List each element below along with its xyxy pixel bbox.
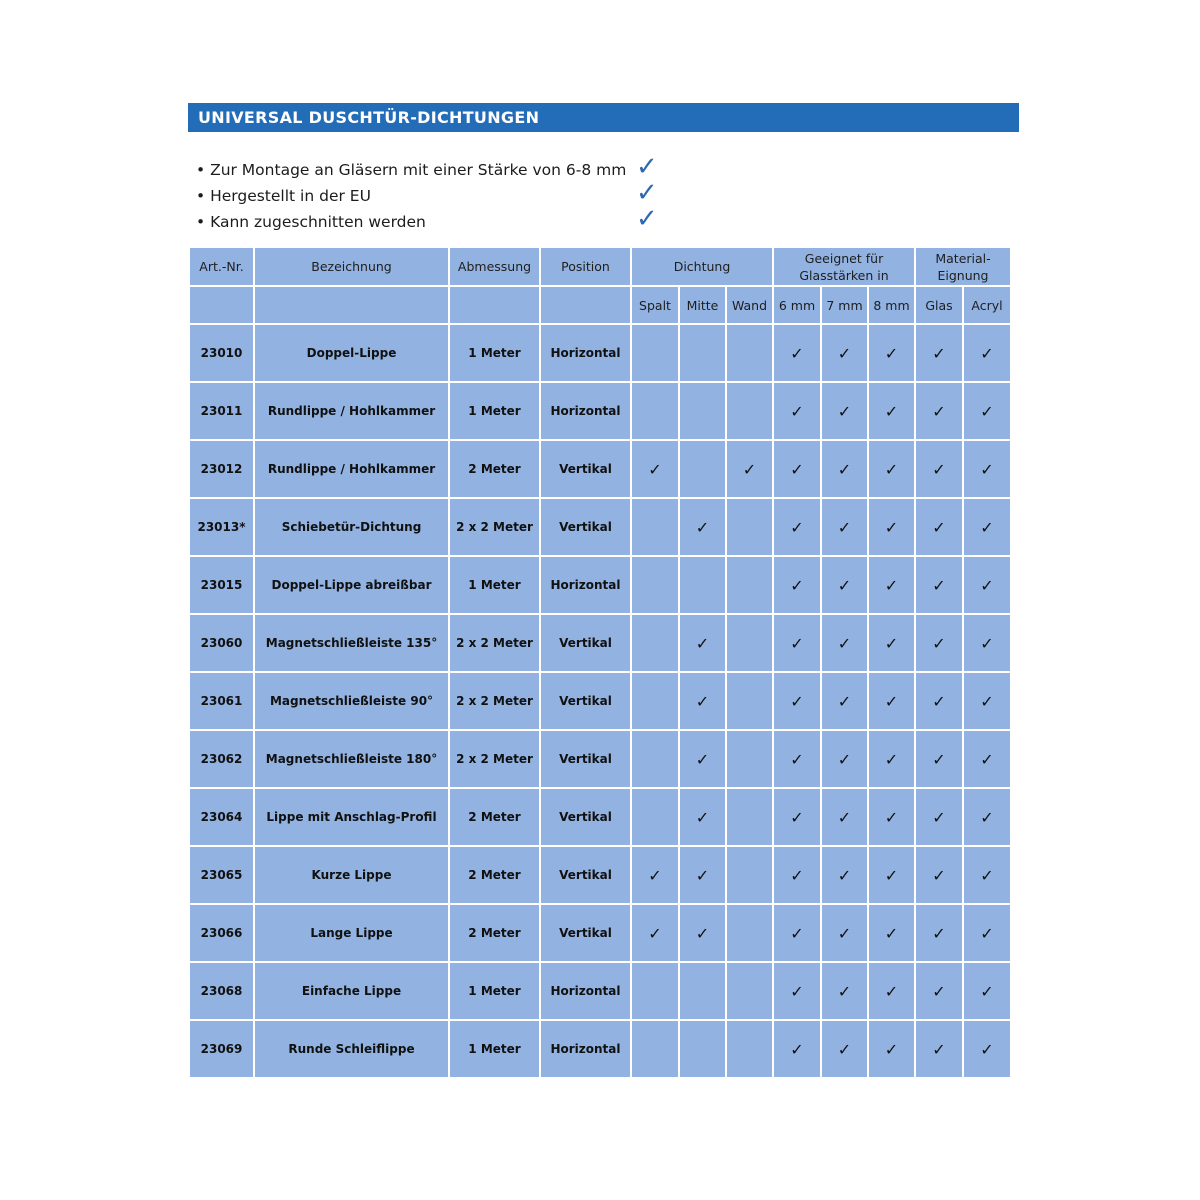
subheader-mitte: Mitte bbox=[679, 286, 726, 324]
header-glass-thickness bbox=[773, 247, 915, 286]
cell-spalt: ✓ bbox=[631, 904, 679, 962]
cell-6mm: ✓ bbox=[773, 324, 821, 382]
cell-spalt: ✓ bbox=[631, 846, 679, 904]
feature-text: • Hergestellt in der EU bbox=[196, 187, 371, 205]
cell-abmessung: 1 Meter bbox=[449, 962, 540, 1020]
cell-acryl: ✓ bbox=[963, 962, 1011, 1020]
cell-mitte: ✓ bbox=[679, 730, 726, 788]
cell-mitte bbox=[679, 324, 726, 382]
cell-bezeichnung: Einfache Lippe bbox=[254, 962, 449, 1020]
table-row bbox=[189, 1020, 1011, 1078]
cell-acryl: ✓ bbox=[963, 1020, 1011, 1078]
cell-bezeichnung: Magnetschließleiste 180° bbox=[254, 730, 449, 788]
cell-bezeichnung: Doppel-Lippe abreißbar bbox=[254, 556, 449, 614]
header-dichtung: Dichtung bbox=[631, 247, 773, 286]
cell-mitte: ✓ bbox=[679, 498, 726, 556]
check-icon: ✓ bbox=[636, 152, 658, 182]
cell-acryl: ✓ bbox=[963, 904, 1011, 962]
cell-7mm: ✓ bbox=[821, 788, 868, 846]
cell-bezeichnung: Doppel-Lippe bbox=[254, 324, 449, 382]
subheader-spalt: Spalt bbox=[631, 286, 679, 324]
cell-spalt bbox=[631, 614, 679, 672]
cell-6mm: ✓ bbox=[773, 788, 821, 846]
cell-bezeichnung: Magnetschließleiste 135° bbox=[254, 614, 449, 672]
header-bezeichnung: Bezeichnung bbox=[254, 247, 449, 286]
table-row bbox=[189, 788, 1011, 846]
subheader-empty bbox=[254, 286, 449, 324]
cell-6mm: ✓ bbox=[773, 962, 821, 1020]
cell-6mm: ✓ bbox=[773, 556, 821, 614]
cell-spalt: ✓ bbox=[631, 440, 679, 498]
feature-item bbox=[196, 204, 676, 236]
cell-art-nr: 23012 bbox=[189, 440, 254, 498]
cell-wand bbox=[726, 672, 773, 730]
cell-position: Vertikal bbox=[540, 904, 631, 962]
cell-mitte: ✓ bbox=[679, 846, 726, 904]
subheader-acryl: Acryl bbox=[963, 286, 1011, 324]
cell-acryl: ✓ bbox=[963, 324, 1011, 382]
header-position: Position bbox=[540, 247, 631, 286]
feature-text: • Kann zugeschnitten werden bbox=[196, 213, 426, 231]
cell-glas: ✓ bbox=[915, 1020, 963, 1078]
cell-acryl: ✓ bbox=[963, 788, 1011, 846]
cell-wand bbox=[726, 1020, 773, 1078]
cell-art-nr: 23065 bbox=[189, 846, 254, 904]
cell-6mm: ✓ bbox=[773, 904, 821, 962]
table-row bbox=[189, 962, 1011, 1020]
header-art-nr: Art.-Nr. bbox=[189, 247, 254, 286]
cell-7mm: ✓ bbox=[821, 730, 868, 788]
cell-8mm: ✓ bbox=[868, 904, 915, 962]
cell-wand bbox=[726, 846, 773, 904]
cell-position: Vertikal bbox=[540, 498, 631, 556]
cell-bezeichnung: Schiebetür-Dichtung bbox=[254, 498, 449, 556]
cell-8mm: ✓ bbox=[868, 672, 915, 730]
cell-wand bbox=[726, 614, 773, 672]
table-row bbox=[189, 614, 1011, 672]
cell-art-nr: 23015 bbox=[189, 556, 254, 614]
subheader-7mm: 7 mm bbox=[821, 286, 868, 324]
cell-abmessung: 1 Meter bbox=[449, 556, 540, 614]
cell-8mm: ✓ bbox=[868, 382, 915, 440]
cell-mitte bbox=[679, 1020, 726, 1078]
cell-7mm: ✓ bbox=[821, 498, 868, 556]
check-icon: ✓ bbox=[636, 204, 658, 234]
cell-acryl: ✓ bbox=[963, 846, 1011, 904]
table-row bbox=[189, 324, 1011, 382]
cell-wand bbox=[726, 324, 773, 382]
cell-6mm: ✓ bbox=[773, 440, 821, 498]
cell-wand bbox=[726, 904, 773, 962]
cell-wand bbox=[726, 498, 773, 556]
cell-bezeichnung: Kurze Lippe bbox=[254, 846, 449, 904]
cell-bezeichnung: Lippe mit Anschlag-Profil bbox=[254, 788, 449, 846]
title-bar bbox=[188, 103, 1019, 132]
cell-spalt bbox=[631, 324, 679, 382]
cell-wand bbox=[726, 382, 773, 440]
cell-acryl: ✓ bbox=[963, 672, 1011, 730]
cell-spalt bbox=[631, 672, 679, 730]
subheader-8mm: 8 mm bbox=[868, 286, 915, 324]
subheader-glas: Glas bbox=[915, 286, 963, 324]
cell-8mm: ✓ bbox=[868, 1020, 915, 1078]
cell-glas: ✓ bbox=[915, 904, 963, 962]
header-glass-line1: Geeignet für bbox=[804, 250, 884, 266]
table-row bbox=[189, 382, 1011, 440]
cell-acryl: ✓ bbox=[963, 730, 1011, 788]
cell-spalt bbox=[631, 730, 679, 788]
cell-wand: ✓ bbox=[726, 440, 773, 498]
cell-8mm: ✓ bbox=[868, 614, 915, 672]
cell-spalt bbox=[631, 382, 679, 440]
cell-7mm: ✓ bbox=[821, 556, 868, 614]
feature-list bbox=[196, 152, 676, 236]
cell-abmessung: 1 Meter bbox=[449, 324, 540, 382]
cell-7mm: ✓ bbox=[821, 382, 868, 440]
cell-glas: ✓ bbox=[915, 788, 963, 846]
cell-6mm: ✓ bbox=[773, 614, 821, 672]
cell-position: Horizontal bbox=[540, 962, 631, 1020]
cell-6mm: ✓ bbox=[773, 498, 821, 556]
cell-wand bbox=[726, 788, 773, 846]
cell-glas: ✓ bbox=[915, 440, 963, 498]
cell-acryl: ✓ bbox=[963, 440, 1011, 498]
cell-abmessung: 2 Meter bbox=[449, 846, 540, 904]
cell-abmessung: 1 Meter bbox=[449, 382, 540, 440]
cell-8mm: ✓ bbox=[868, 556, 915, 614]
cell-mitte bbox=[679, 556, 726, 614]
cell-7mm: ✓ bbox=[821, 846, 868, 904]
cell-8mm: ✓ bbox=[868, 324, 915, 382]
cell-position: Vertikal bbox=[540, 846, 631, 904]
cell-6mm: ✓ bbox=[773, 672, 821, 730]
table-row bbox=[189, 440, 1011, 498]
cell-spalt bbox=[631, 556, 679, 614]
cell-position: Vertikal bbox=[540, 614, 631, 672]
cell-glas: ✓ bbox=[915, 556, 963, 614]
cell-position: Vertikal bbox=[540, 672, 631, 730]
cell-7mm: ✓ bbox=[821, 440, 868, 498]
cell-7mm: ✓ bbox=[821, 904, 868, 962]
cell-position: Horizontal bbox=[540, 1020, 631, 1078]
header-material bbox=[915, 247, 1011, 286]
cell-position: Vertikal bbox=[540, 788, 631, 846]
header-material-line2: Eignung bbox=[937, 267, 989, 283]
cell-bezeichnung: Rundlippe / Hohlkammer bbox=[254, 440, 449, 498]
cell-6mm: ✓ bbox=[773, 846, 821, 904]
cell-abmessung: 2 x 2 Meter bbox=[449, 672, 540, 730]
cell-8mm: ✓ bbox=[868, 962, 915, 1020]
cell-mitte bbox=[679, 962, 726, 1020]
feature-item bbox=[196, 152, 676, 184]
cell-7mm: ✓ bbox=[821, 324, 868, 382]
cell-acryl: ✓ bbox=[963, 382, 1011, 440]
cell-art-nr: 23068 bbox=[189, 962, 254, 1020]
cell-mitte: ✓ bbox=[679, 614, 726, 672]
cell-position: Horizontal bbox=[540, 324, 631, 382]
cell-7mm: ✓ bbox=[821, 672, 868, 730]
cell-art-nr: 23064 bbox=[189, 788, 254, 846]
cell-art-nr: 23013* bbox=[189, 498, 254, 556]
cell-8mm: ✓ bbox=[868, 498, 915, 556]
cell-abmessung: 2 x 2 Meter bbox=[449, 730, 540, 788]
cell-8mm: ✓ bbox=[868, 788, 915, 846]
cell-glas: ✓ bbox=[915, 846, 963, 904]
check-icon: ✓ bbox=[636, 178, 658, 208]
cell-abmessung: 2 Meter bbox=[449, 788, 540, 846]
subheader-empty bbox=[189, 286, 254, 324]
cell-position: Horizontal bbox=[540, 382, 631, 440]
cell-spalt bbox=[631, 1020, 679, 1078]
product-table bbox=[188, 246, 1012, 1079]
cell-spalt bbox=[631, 962, 679, 1020]
subheader-6mm: 6 mm bbox=[773, 286, 821, 324]
cell-wand bbox=[726, 962, 773, 1020]
cell-bezeichnung: Rundlippe / Hohlkammer bbox=[254, 382, 449, 440]
cell-abmessung: 2 x 2 Meter bbox=[449, 498, 540, 556]
cell-glas: ✓ bbox=[915, 672, 963, 730]
cell-abmessung: 2 Meter bbox=[449, 904, 540, 962]
cell-spalt bbox=[631, 498, 679, 556]
cell-mitte bbox=[679, 440, 726, 498]
cell-art-nr: 23066 bbox=[189, 904, 254, 962]
cell-glas: ✓ bbox=[915, 382, 963, 440]
cell-bezeichnung: Runde Schleiflippe bbox=[254, 1020, 449, 1078]
cell-8mm: ✓ bbox=[868, 730, 915, 788]
cell-acryl: ✓ bbox=[963, 498, 1011, 556]
page-title: UNIVERSAL DUSCHTÜR-DICHTUNGEN bbox=[198, 108, 540, 127]
table-row bbox=[189, 730, 1011, 788]
cell-6mm: ✓ bbox=[773, 730, 821, 788]
cell-bezeichnung: Lange Lippe bbox=[254, 904, 449, 962]
cell-6mm: ✓ bbox=[773, 382, 821, 440]
subheader-empty bbox=[540, 286, 631, 324]
cell-art-nr: 23061 bbox=[189, 672, 254, 730]
cell-art-nr: 23010 bbox=[189, 324, 254, 382]
table-body bbox=[189, 324, 1011, 1078]
cell-mitte bbox=[679, 382, 726, 440]
header-material-line1: Material- bbox=[935, 250, 991, 266]
cell-7mm: ✓ bbox=[821, 1020, 868, 1078]
cell-glas: ✓ bbox=[915, 614, 963, 672]
cell-position: Vertikal bbox=[540, 730, 631, 788]
cell-glas: ✓ bbox=[915, 730, 963, 788]
subheader-empty bbox=[449, 286, 540, 324]
cell-acryl: ✓ bbox=[963, 614, 1011, 672]
feature-item bbox=[196, 178, 676, 210]
subheader-wand: Wand bbox=[726, 286, 773, 324]
table-row bbox=[189, 498, 1011, 556]
cell-6mm: ✓ bbox=[773, 1020, 821, 1078]
cell-7mm: ✓ bbox=[821, 962, 868, 1020]
cell-acryl: ✓ bbox=[963, 556, 1011, 614]
cell-position: Horizontal bbox=[540, 556, 631, 614]
cell-wand bbox=[726, 730, 773, 788]
cell-abmessung: 1 Meter bbox=[449, 1020, 540, 1078]
cell-8mm: ✓ bbox=[868, 440, 915, 498]
cell-art-nr: 23062 bbox=[189, 730, 254, 788]
table-header-row bbox=[189, 247, 1011, 286]
cell-wand bbox=[726, 556, 773, 614]
cell-spalt bbox=[631, 788, 679, 846]
table-row bbox=[189, 672, 1011, 730]
cell-mitte: ✓ bbox=[679, 672, 726, 730]
cell-glas: ✓ bbox=[915, 324, 963, 382]
header-glass-line2: Glasstärken in bbox=[799, 267, 889, 283]
table-row bbox=[189, 556, 1011, 614]
cell-glas: ✓ bbox=[915, 962, 963, 1020]
cell-art-nr: 23011 bbox=[189, 382, 254, 440]
table-subheader-row bbox=[189, 286, 1011, 324]
cell-mitte: ✓ bbox=[679, 788, 726, 846]
cell-8mm: ✓ bbox=[868, 846, 915, 904]
cell-art-nr: 23060 bbox=[189, 614, 254, 672]
cell-bezeichnung: Magnetschließleiste 90° bbox=[254, 672, 449, 730]
feature-text: • Zur Montage an Gläsern mit einer Stärke von 6-8 mm bbox=[196, 161, 627, 179]
cell-abmessung: 2 x 2 Meter bbox=[449, 614, 540, 672]
cell-7mm: ✓ bbox=[821, 614, 868, 672]
cell-art-nr: 23069 bbox=[189, 1020, 254, 1078]
table-row bbox=[189, 904, 1011, 962]
cell-glas: ✓ bbox=[915, 498, 963, 556]
cell-position: Vertikal bbox=[540, 440, 631, 498]
table-row bbox=[189, 846, 1011, 904]
cell-mitte: ✓ bbox=[679, 904, 726, 962]
header-abmessung: Abmessung bbox=[449, 247, 540, 286]
cell-abmessung: 2 Meter bbox=[449, 440, 540, 498]
